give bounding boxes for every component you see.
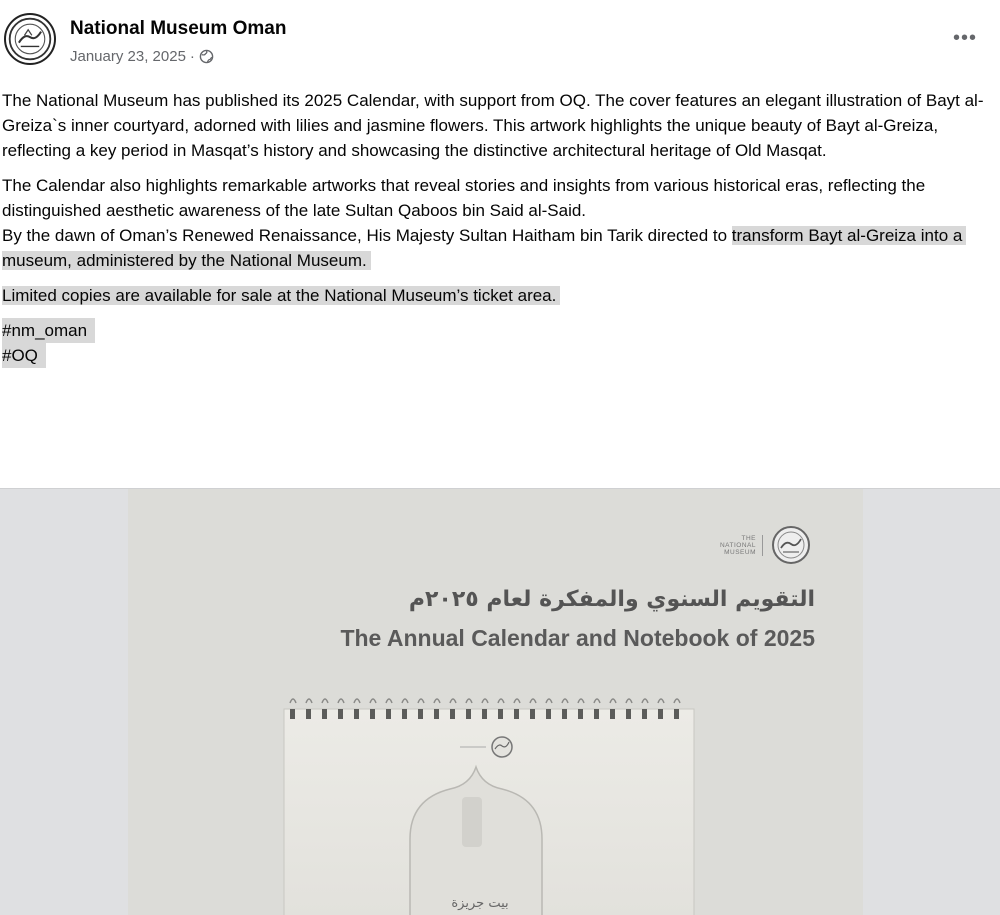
arabic-title: التقويم السنوي والمفكرة لعام ٢٠٢٥م xyxy=(408,587,815,612)
post-meta xyxy=(70,48,214,65)
logo-word-2: NATIONAL xyxy=(719,541,756,549)
english-title: The Annual Calendar and Notebook of 2025 xyxy=(340,625,815,651)
post-header xyxy=(0,0,1000,78)
museum-seal-icon xyxy=(6,15,54,63)
hashtag-list xyxy=(2,318,996,368)
post-paragraph-4 xyxy=(2,283,996,308)
hashtag-nm-oman[interactable]: #nm_oman xyxy=(2,318,95,343)
post-text xyxy=(2,88,996,368)
post-date[interactable]: January 23, 2025 xyxy=(70,48,186,65)
logo-word-1: THE xyxy=(741,534,756,542)
hashtag-oq[interactable]: #OQ xyxy=(2,343,46,368)
more-options-button[interactable]: ••• xyxy=(952,27,977,49)
globe-icon[interactable] xyxy=(199,49,214,64)
spiral-binding xyxy=(290,699,680,703)
avatar[interactable] xyxy=(4,13,56,65)
paragraph-3-text: By the dawn of Oman’s Renewed Renaissance, His Majesty Sultan Haitham bin Tarik directed to xyxy=(2,226,732,245)
page-name[interactable]: National Museum Oman xyxy=(70,18,287,39)
post-paragraph-1: The National Museum has published its 2025 Calendar, with support from OQ. The cover features an elegant illustration of Bayt al-Greiza`s inner courtyard, adorned with lilies and jasmine flowers. This artwork highlights the unique beauty of Bayt al-Greiza, reflecting a key period in Masqat’s history and showcasing the distinctive architectural heritage of Old Masqat. xyxy=(2,91,984,160)
logo-wordmark xyxy=(720,535,763,556)
desk-calendar-illustration xyxy=(280,689,698,915)
museum-logo xyxy=(720,525,811,565)
seal-icon xyxy=(771,525,811,565)
calendar-cover-photo xyxy=(128,489,863,915)
post-image[interactable] xyxy=(0,488,1000,915)
meta-separator: · xyxy=(189,48,195,65)
logo-word-3: MUSEUM xyxy=(724,548,756,556)
paragraph-4-highlighted-text: Limited copies are available for sale at the National Museum’s ticket area. xyxy=(2,286,560,305)
post-paragraph-3 xyxy=(2,223,996,273)
calendar-arabic-text: بيت جريزة xyxy=(451,896,509,911)
paragraph-3-highlighted-text: transform Bayt al-Greiza into a museum, administered by the National Museum. xyxy=(2,226,966,270)
post-paragraph-2: The Calendar also highlights remarkable artworks that reveal stories and insights from various historical eras, reflecting the distinguished aesthetic awareness of the late Sultan Qaboos bin Said al-Said. xyxy=(2,176,926,220)
